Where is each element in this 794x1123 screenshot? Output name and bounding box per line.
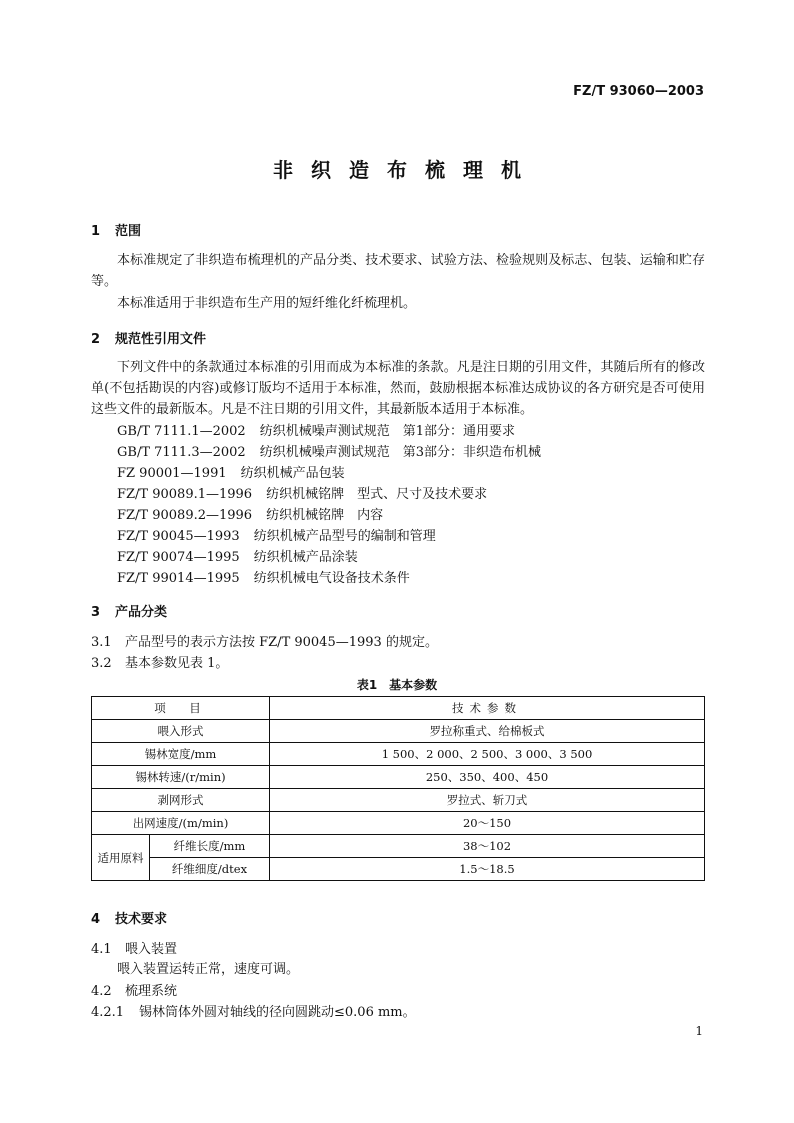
reference-name: 纺织机械噪声测试规范 第3部分：非织造布机械 bbox=[259, 445, 541, 460]
row-value: 20～150 bbox=[270, 812, 705, 835]
row-label: 喂入形式 bbox=[92, 720, 270, 743]
row-label: 纤维长度/mm bbox=[150, 835, 270, 858]
table-caption: 表1 基本参数 bbox=[356, 678, 438, 692]
reference-code: GB/T 7111.3—2002 bbox=[117, 445, 246, 460]
section-1-heading bbox=[91, 220, 141, 239]
table-header-row bbox=[92, 697, 705, 720]
clause-text: 锡林筒体外圆对轴线的径向圆跳动≤0.06 mm。 bbox=[139, 1005, 416, 1020]
row-label: 锡林宽度/mm bbox=[92, 743, 270, 766]
table-header-item: 项 目 bbox=[92, 697, 270, 720]
section-number: 1 bbox=[91, 224, 101, 239]
row-value: 1 500、2 000、2 500、3 000、3 500 bbox=[270, 743, 705, 766]
clause-number: 4.2 bbox=[91, 984, 112, 999]
table-row bbox=[92, 835, 705, 858]
clause-number: 4.1 bbox=[91, 942, 112, 957]
row-value: 罗拉式、斩刀式 bbox=[270, 789, 705, 812]
reference-code: FZ 90001—1991 bbox=[117, 466, 227, 481]
section-title: 技术要求 bbox=[115, 912, 168, 927]
reference-code: FZ/T 90074—1995 bbox=[117, 550, 240, 565]
clause-4-1-text: 喂入装置运转正常，速度可调。 bbox=[117, 962, 300, 977]
normative-intro: 下列文件中的条款通过本标准的引用而成为本标准的条款。凡是注日期的引用文件，其随后所有的修改单(不包括勘误的内容)或修订版均不适用于本标准，然而，鼓励根据本标准达成协议的各方研究是否可使用这些文件的最新版本。凡是不注日期的引用文件，其最新版本适用于本标准。 bbox=[91, 360, 705, 417]
reference-name: 纺织机械产品型号的编制和管理 bbox=[253, 529, 436, 544]
clause-text: 基本参数见表 1。 bbox=[125, 656, 229, 671]
clause-4-1 bbox=[91, 938, 177, 957]
clause-3-2 bbox=[91, 652, 228, 671]
reference-code: FZ/T 90089.1—1996 bbox=[117, 487, 253, 502]
row-label: 锡林转速/(r/min) bbox=[92, 766, 270, 789]
table-row bbox=[92, 858, 705, 881]
clause-text: 产品型号的表示方法按 FZ/T 90045—1993 的规定。 bbox=[125, 635, 438, 650]
reference-name: 纺织机械铭牌 内容 bbox=[266, 508, 384, 523]
row-label: 纤维细度/dtex bbox=[150, 858, 270, 881]
reference-code: FZ/T 99014—1995 bbox=[117, 571, 240, 586]
clause-4-2 bbox=[91, 980, 177, 999]
section-number: 2 bbox=[91, 332, 101, 347]
clause-number: 3.2 bbox=[91, 656, 112, 671]
clause-4-2-1 bbox=[91, 1001, 416, 1020]
reference-item bbox=[117, 462, 345, 481]
scope-paragraph-1: 本标准规定了非织造布梳理机的产品分类、技术要求、试验方法、检验规则及标志、包装、运输和贮存等。 bbox=[91, 253, 705, 289]
page-number: 1 bbox=[695, 1024, 703, 1038]
section-title: 产品分类 bbox=[115, 605, 168, 620]
table-header-parameter: 技术参数 bbox=[270, 697, 705, 720]
clause-number: 3.1 bbox=[91, 635, 112, 650]
table-row bbox=[92, 812, 705, 835]
reference-code: GB/T 7111.1—2002 bbox=[117, 424, 246, 439]
section-2-heading bbox=[91, 328, 206, 347]
row-value: 38～102 bbox=[270, 835, 705, 858]
reference-item bbox=[117, 441, 541, 460]
reference-item bbox=[117, 483, 487, 502]
reference-code: FZ/T 90045—1993 bbox=[117, 529, 240, 544]
section-number: 4 bbox=[91, 912, 101, 927]
reference-name: 纺织机械电气设备技术条件 bbox=[253, 571, 410, 586]
section-title: 规范性引用文件 bbox=[115, 332, 207, 347]
reference-item bbox=[117, 504, 383, 523]
reference-item bbox=[117, 567, 410, 586]
reference-item bbox=[117, 525, 436, 544]
reference-code: FZ/T 90089.2—1996 bbox=[117, 508, 253, 523]
standard-code: FZ/T 93060—2003 bbox=[573, 84, 704, 99]
section-number: 3 bbox=[91, 605, 101, 620]
reference-name: 纺织机械噪声测试规范 第1部分：通用要求 bbox=[259, 424, 515, 439]
table-row bbox=[92, 720, 705, 743]
clause-title: 喂入装置 bbox=[125, 942, 178, 957]
row-value: 罗拉称重式、给棉板式 bbox=[270, 720, 705, 743]
reference-name: 纺织机械产品包装 bbox=[240, 466, 345, 481]
reference-item bbox=[117, 546, 358, 565]
row-label: 剥网形式 bbox=[92, 789, 270, 812]
section-3-heading bbox=[91, 601, 167, 620]
basic-parameters-table bbox=[91, 696, 705, 881]
scope-paragraph-2: 本标准适用于非织造布生产用的短纤维化纤梳理机。 bbox=[117, 296, 417, 311]
row-value: 1.5～18.5 bbox=[270, 858, 705, 881]
clause-title: 梳理系统 bbox=[125, 984, 178, 999]
table-row bbox=[92, 743, 705, 766]
row-label: 出网速度/(m/min) bbox=[92, 812, 270, 835]
reference-name: 纺织机械产品涂装 bbox=[253, 550, 358, 565]
row-value: 250、350、400、450 bbox=[270, 766, 705, 789]
reference-item bbox=[117, 420, 515, 439]
document-title: 非织造布梳理机 bbox=[273, 158, 539, 182]
table-row bbox=[92, 789, 705, 812]
clause-number: 4.2.1 bbox=[91, 1005, 125, 1020]
section-title: 范围 bbox=[115, 224, 142, 239]
section-4-heading bbox=[91, 908, 167, 927]
group-label: 适用原料 bbox=[92, 835, 150, 881]
table-row bbox=[92, 766, 705, 789]
reference-name: 纺织机械铭牌 型式、尺寸及技术要求 bbox=[266, 487, 488, 502]
clause-3-1 bbox=[91, 631, 438, 650]
